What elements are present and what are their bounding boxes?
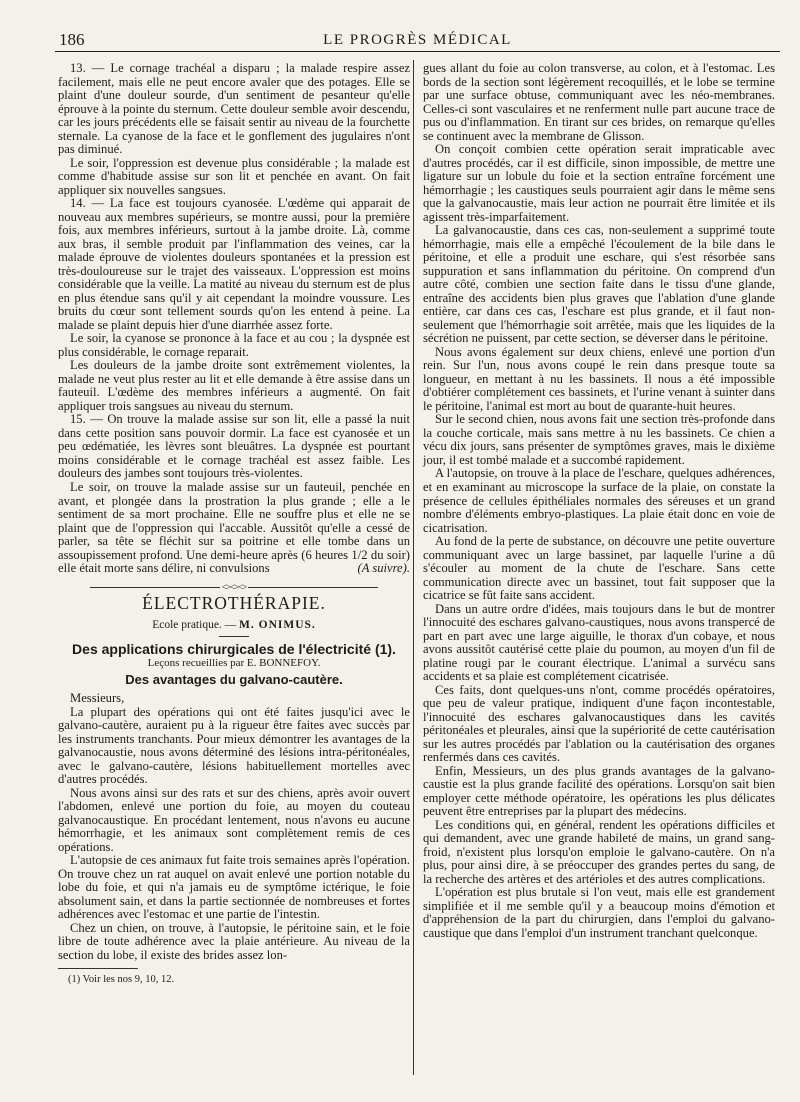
paragraph: Nous avons également sur deux chiens, enlevé une portion d'un rein. Sur l'un, nous avons coupé le rein dans presque toute sa longueur, en mettant à nu les bassinets. Il nous a été impossible d'obtiérer complétement ces bassinets, et l'urine venant à suinter dans le péritoine, l'animal est mort au bout de quarante-huit heures. [423, 344, 775, 413]
page-number: 186 [59, 30, 85, 49]
paragraph: Le soir, l'oppression est devenue plus considérable ; la malade est comme d'habitude assise sur son lit et penchée en avant. On fait appliquer six nouvelles sangsues. [58, 155, 410, 197]
paragraph: L'opération est plus brutale si l'on veut, mais elle est grandement simplifiée et il me semble qu'il y a beaucoup moins d'émotion et d'appréhension de la part du chirurgien, dans l'emploi du galvano-caustique que dans l'emploi d'un instrument tranchant quelconque. [423, 885, 775, 940]
section-separator: <><><> [58, 581, 410, 591]
paragraph: Chez un chien, on trouve, à l'autopsie, le péritoine sain, et le foie libre de toute adhérence avec la plaie antérieure. Au niveau de la section du lobe, il existe des brides assez lon- [58, 920, 410, 962]
journal-title: LE PROGRÈS MÉDICAL [323, 32, 512, 48]
paragraph: Nous avons ainsi sur des rats et sur des chiens, après avoir ouvert l'abdomen, enlevé une portion du foie, au moyen du couteau galvanocaustique. En procédant lentement, nous n'avons eu aucune hémorrhagie, et les animaux sont complètement remis de ces opérations. [58, 785, 410, 854]
title-rule [219, 636, 249, 637]
paragraph: Au fond de la perte de substance, on découvre une petite ouverture communiquant avec un large bassinet, par laquelle l'urine a dû s'écouler au moment de la chute de l'eschare. Sans cette communication directe avec un bassinet, tout fait supposer que la cicatrice se fût faite sans accident. [423, 534, 775, 603]
section-school: Ecole pratique. — [152, 619, 240, 632]
article-subtitle: Des avantages du galvano-cautère. [125, 671, 343, 687]
left-column [58, 62, 410, 987]
salutation: Messieurs, [70, 691, 125, 706]
paragraph-last [58, 481, 410, 576]
paragraph-continued: gues allant du foie au colon transverse, au colon, et à l'estomac. Les bords de la section sont légèrement recoquillés, et le lobe se termine par une surface obtuse, communiquant avec les néo-membranes. Celles-ci sont vasculaires et ne renferment nulle part aucune trace de pus ou d'inflammation. En tirant sur ces brides, on remarque qu'elles se continuent avec la membrane de Glisson. [423, 61, 775, 143]
right-column [423, 62, 775, 941]
paragraph: Le soir, la cyanose se prononce à la face et au cou ; la dyspnée est plus considérable, le cornage reparait. [58, 331, 410, 359]
paragraph: A l'autopsie, on trouve à la place de l'eschare, quelques adhérences, et en examinant au microscope la surface de la plaie, on constate la présence de cellules épithéliales normales des séreuses et un grand nombre d'éléments embryo-plastiques. La plaie était donc en voie de cicatrisation. [423, 466, 775, 535]
page-header [55, 28, 780, 52]
paragraph: 14. — La face est toujours cyanosée. L'œdème qui apparait de nouveau aux membres supérieurs, se montre aussi, pour la première fois, aux membres inférieurs, surtout à la jambe droite. Là, comme aux bras, il semble produit par l'inflammation des veines, car la malade éprouve de violentes douleurs spontanées et la pression est très-douloureuse sur le trajet des vaisseaux. L'oppression est moins considérable que la veille. La matité au niveau du sternum est de plus en plus étendue sans qu'il y ait cependant la moindre voussure. Les bruits du cœur sont tellement sourds qu'on les entend à peine. La malade se plaint depuis hier d'une diarrhée assez forte. [58, 196, 410, 332]
paragraph: La galvanocaustie, dans ces cas, non-seulement a supprimé toute hémorrhagie, mais elle a empêché l'écoulement de la bile dans le péritoine, et elle a produit une eschare, qui s'est résorbée sans suppuration et sans inflammation du péritoine. On comprend d'un autre côté, combien une section faite dans le tissu d'une glande, entraîne des accidents bien plus graves que l'ablation d'une glande entière, car dans ces cas, l'eschare est plus grande, et il faut non-seulement que l'hémorrhagie soit arrêtée, mais que les liquides de la sécrétion ne puissent, par cette section, se déverser dans le péritoine. [423, 223, 775, 346]
section-subtitle [58, 619, 410, 633]
paragraph: Sur le second chien, nous avons fait une section très-profonde dans la couche corticale, mais sans mettre à nu les bassinets. Ce chien a vécu dix jours, sans présenter de symptômes graves, mais le dixième jour, il est tombé malade et a succombé rapidement. [423, 412, 775, 467]
article-lecons: Leçons recueillies par E. BONNEFOY. [147, 657, 321, 670]
paragraph: Ces faits, dont quelques-uns n'ont, comme procédés opératoires, que peu de valeur pratique, indiquent d'une façon incontestable, l'innocuité des eschares galvanocaustiques dans les cavités péritonéales et pleurales, ainsi que la supériorité de cette cautérisation sur les autres procédés par l'ablation ou la cautérisation des organes renfermés dans ces cavités. [423, 682, 775, 765]
paragraph-text: Le soir, on trouve la malade assise sur un fauteuil, penchée en avant, et plongée dans la prostration la plus grande ; elle a le sentiment de sa mort prochaine. Elle ne souffre plus et elle ne se plaint que de l'oppression qui l'accable. Aussitôt qu'elle a cessé de parler, sa tête se fléchit sur sa poitrine et elle tombe dans un assoupissement profond. Une demi-heure après (6 heures 1/2 du soir) elle était morte sans délire, ni convulsions [58, 479, 410, 576]
paragraph: Dans un autre ordre d'idées, mais toujours dans le but de montrer l'innocuité des eschares galvano-caustiques, nous avons transpercé de part en part avec une large aiguille, le thorax d'un cobaye, et nous avons aussitôt cautérisé cette plaie du poumon, au moyen d'un fil de platine rougi par le courant électrique. L'animal a survécu sans accidents et sa plaie est complétement cicatrisée. [423, 601, 775, 684]
paragraph: Les conditions qui, en général, rendent les opérations difficiles et qui demandent, avec une grande habileté de mains, un grand sang-froid, n'existent plus lorsqu'on emploie le galvano-cautère. On n'a plus, pour ainsi dire, à se préoccuper des grandes pertes du sang, de la recherche des artères et des artérioles et des autres complications. [423, 817, 775, 886]
paragraph: La plupart des opérations qui ont été faites jusqu'ici avec le galvano-cautère, auraient pu à la rigueur être faites avec succès par les instruments tranchants. Pour mieux démontrer les avantages de la galvanocaustie, nous avons déterminé des lésions intra-péritonéales, avec le galvano-cautère, lésions habituellement mortelles avec d'autres procédés. [58, 704, 410, 787]
footnote: (1) Voir les nos 9, 10, 12. [68, 974, 175, 986]
column-divider [413, 60, 414, 1075]
paragraph: Les douleurs de la jambe droite sont extrêmement violentes, la malade ne veut plus rester au lit et elle demande à être assise dans un fauteuil. L'œdème des membres inférieurs a augmenté. On fait appliquer trois sangsues au niveau du sternum. [58, 358, 410, 413]
paragraph: 15. — On trouve la malade assise sur son lit, elle a passé la nuit dans cette position sans pouvoir dormir. La face est cyanosée et un peu œdématiée, les lèvres sont bleuâtres. La dyspnée est pourtant moins considérable et le cornage trachéal est assez faible. Les douleurs des jambes sont toujours très-violentes. [58, 412, 410, 481]
footnote-rule [58, 968, 138, 969]
paragraph: 13. — Le cornage trachéal a disparu ; la malade respire assez facilement, mais elle ne peut encore avaler que des potages. Elle se plaint d'une douleur sourde, d'un sentiment de pesanteur qu'elle éprouve à la pointe du sternum. Cette douleur semble avoir descendu, car les jours précédents elle se faisait sentir au niveau de la fourchette sternale. La cyanose de la face et le gonflement des jugulaires n'ont pas diminué. [58, 61, 410, 157]
article-title: Des applications chirurgicales de l'électricité (1). [72, 640, 396, 657]
section-author: M. ONIMUS. [239, 619, 316, 632]
paragraph: On conçoit combien cette opération serait impraticable avec d'autres procédés, car il est difficile, sinon impossible, de mettre une ligature sur un lobule du foie et la section entraîne forcément une hémorrhagie ; les caustiques seuls pourraient agir dans le même sens que la galvanocaustie, mais leur action ne pourrait être limitée et ils agissent très-imparfaitement. [423, 142, 775, 224]
paragraph: L'autopsie de ces animaux fut faite trois semaines après l'opération. On trouve chez un rat auquel on avait enlevé une portion notable du lobe du foie, et qui n'a jamais eu de symptôme ictérique, le foie absolument sain, et dans la partie sectionnée de nombreuses et fortes adhérences avec l'estomac et une partie de l'intestin. [58, 853, 410, 922]
a-suivre: (A suivre). [357, 561, 410, 576]
section-title: ÉLECTROTHÉRAPIE. [142, 592, 326, 613]
paragraph: Enfin, Messieurs, un des plus grands avantages de la galvano-caustie est la plus grande facilité des opérations. Lorsqu'on sait bien employer cette méthode opératoire, les opérations les plus délicates peuvent être entreprises par la plupart des médecins. [423, 763, 775, 819]
